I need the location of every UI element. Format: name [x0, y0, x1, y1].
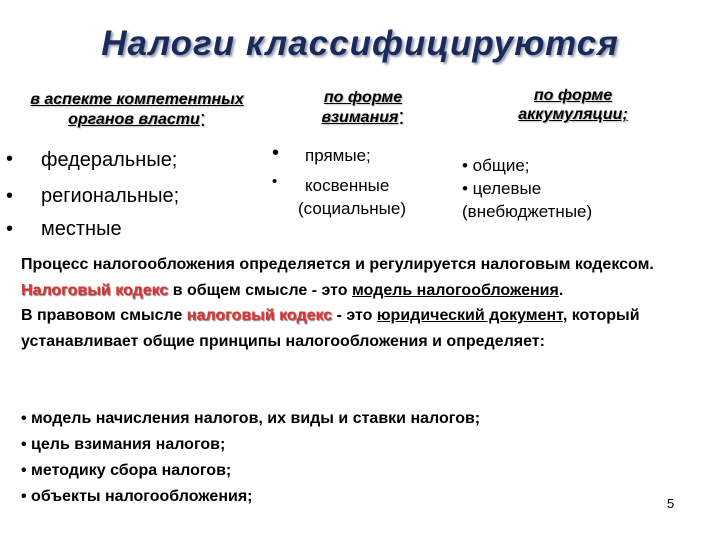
list-item: • объекты налогообложения;	[21, 488, 253, 505]
highlight-term: налоговый кодекс	[186, 307, 333, 325]
underlined-term: модель налогообложения	[351, 281, 559, 299]
authority-item: федеральные;	[41, 149, 178, 171]
list-item: • модель начисления налогов, их виды и ставки налогов;	[21, 410, 481, 427]
body-text	[21, 252, 711, 355]
authority-heading-line1: в аспекте компетентных	[30, 91, 244, 108]
list-item: • методику сбора налогов;	[21, 462, 232, 479]
authority-heading	[14, 90, 260, 129]
collection-heading-line2: взимания	[321, 109, 399, 126]
authority-bullet: •	[6, 185, 14, 207]
accumulation-item: (внебюджетные)	[462, 202, 593, 221]
collection-heading-colon: :	[398, 104, 405, 129]
authority-bullet: •	[6, 218, 14, 240]
paragraph-text: - это	[332, 307, 377, 325]
authority-heading-line2: органов власти	[68, 111, 200, 128]
collection-bullet: •	[272, 173, 278, 190]
collection-item: (социальные)	[298, 199, 406, 218]
collection-bullet: •	[272, 142, 280, 164]
paragraph-text: , который устанавливает общие принципы налогообложения и определяет:	[21, 307, 640, 351]
authority-item: местные	[41, 218, 122, 240]
accumulation-item: • общие;	[462, 156, 530, 175]
accumulation-heading	[498, 86, 648, 124]
list-item: • цель взимания налогов;	[21, 436, 226, 453]
paragraph-text: .	[558, 281, 564, 299]
authority-item: региональные;	[41, 185, 180, 207]
slide-title: Налоги классифицируются	[101, 24, 619, 63]
accumulation-item: • целевые	[462, 179, 542, 198]
authority-heading-colon: :	[199, 106, 206, 131]
authority-bullet: •	[6, 148, 14, 170]
paragraph-text: В правовом смысле	[21, 307, 187, 325]
collection-item: прямые;	[305, 146, 371, 165]
underlined-term: юридический документ	[376, 307, 563, 325]
page-number: 5	[667, 496, 675, 511]
paragraph-text: в общем смысле - это	[168, 281, 352, 299]
paragraph-legal-sense	[21, 303, 711, 354]
accumulation-heading-line2: аккумуляции;	[518, 106, 628, 123]
collection-item: косвенные	[305, 176, 390, 195]
paragraph-process: Процесс налогообложения определяется и регулируется налоговым кодексом.	[21, 256, 654, 273]
collection-heading-line1: по форме	[323, 89, 403, 106]
paragraph-general-sense	[21, 278, 711, 304]
accumulation-heading-line1: по форме	[533, 87, 613, 104]
highlight-term: Налоговый кодекс	[21, 281, 169, 299]
collection-heading	[288, 88, 438, 127]
